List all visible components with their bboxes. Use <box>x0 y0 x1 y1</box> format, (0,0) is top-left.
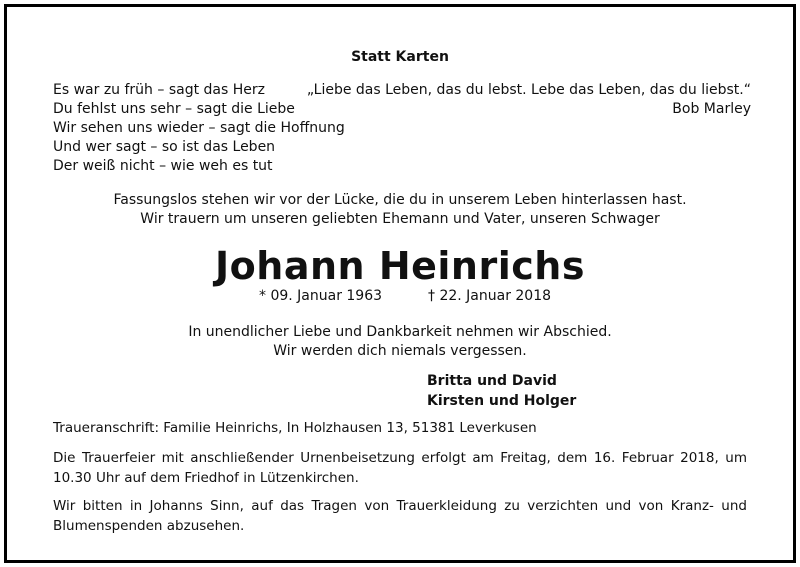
farewell-line: Wir werden dich niemals vergessen. <box>273 343 527 359</box>
intro-line: Wir trauern um unseren geliebten Ehemann und Vater, unseren Schwager <box>140 211 660 227</box>
ceremony-info: Die Trauerfeier mit anschließender Urnenbeisetzung erfolgt am Freitag, dem 16. Februar 2018, um 10.30 Uhr auf dem Friedhof in Lützenkirchen. <box>53 450 747 486</box>
poem-line: Der weiß nicht – wie weh es tut <box>53 158 273 174</box>
family-line: Britta und David <box>427 373 557 389</box>
poem-line: Es war zu früh – sagt das Herz <box>53 82 265 98</box>
header-title: Statt Karten <box>351 49 449 65</box>
intro-line: Fassungslos stehen wir vor der Lücke, die du in unserem Leben hinterlassen hast. <box>113 192 687 208</box>
quote <box>307 81 751 119</box>
deceased-name: Johann Heinrichs <box>215 244 585 288</box>
intro-text <box>7 191 793 229</box>
mourning-address: Traueranschrift: Familie Heinrichs, In Holzhausen 13, 51381 Leverkusen <box>53 420 537 436</box>
farewell-line: In unendlicher Liebe und Dankbarkeit nehmen wir Abschied. <box>188 324 612 340</box>
request-info: Wir bitten in Johanns Sinn, auf das Tragen von Trauerkleidung zu verzichten und von Kranz- und Blumenspenden abzusehen. <box>53 498 747 534</box>
death-date: † 22. Januar 2018 <box>428 288 552 304</box>
family-signature <box>427 371 576 411</box>
obituary-frame <box>4 4 796 563</box>
poem-line: Wir sehen uns wieder – sagt die Hoffnung <box>53 120 345 136</box>
quote-text: „Liebe das Leben, das du lebst. Lebe das Leben, das du liebst.“ <box>306 82 751 98</box>
poem-line: Und wer sagt – so ist das Leben <box>53 139 276 155</box>
family-line: Kirsten und Holger <box>427 393 577 409</box>
farewell-text <box>7 323 793 361</box>
poem <box>53 81 345 176</box>
obituary-content <box>7 7 793 560</box>
poem-line: Du fehlst uns sehr – sagt die Liebe <box>53 101 295 117</box>
quote-author: Bob Marley <box>672 101 751 117</box>
birth-date: * 09. Januar 1963 <box>259 288 383 304</box>
